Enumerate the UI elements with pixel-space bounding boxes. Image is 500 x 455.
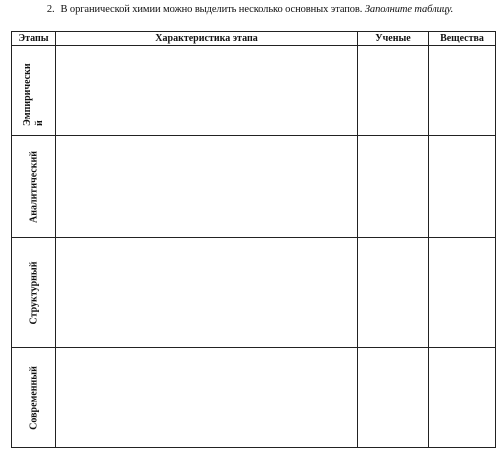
task-number: 2. [46,4,55,15]
table-row [12,46,496,136]
stage-cell-analytical [12,136,56,238]
header-characteristic: Характеристика этапа [56,32,358,46]
table-row [12,238,496,348]
stages-table [11,31,496,448]
characteristic-cell[interactable] [56,136,358,238]
substances-cell[interactable] [429,238,496,348]
stage-label: Структурный [28,261,39,324]
header-substances: Вещества [429,32,496,46]
stage-label: Аналитический [28,150,39,223]
substances-cell[interactable] [429,46,496,136]
stage-label: Современный [28,365,39,430]
header-scientists: Ученые [358,32,429,46]
stage-cell-structural [12,238,56,348]
substances-cell[interactable] [429,348,496,448]
stage-cell-empirical [12,46,56,136]
header-stages: Этапы [12,32,56,46]
task-text: В органической химии можно выделить несколько основных этапов. [60,4,363,15]
characteristic-cell[interactable] [56,46,358,136]
scientists-cell[interactable] [358,348,429,448]
substances-cell[interactable] [429,136,496,238]
stage-cell-modern [12,348,56,448]
table-row [12,348,496,448]
task-statement [0,4,500,15]
scientists-cell[interactable] [358,136,429,238]
task-instruction: Заполните таблицу. [364,4,454,15]
table-header-row [12,32,496,46]
characteristic-cell[interactable] [56,348,358,448]
scientists-cell[interactable] [358,238,429,348]
table-row [12,136,496,238]
characteristic-cell[interactable] [56,238,358,348]
scientists-cell[interactable] [358,46,429,136]
stage-label: Эмпирически й [21,62,45,126]
